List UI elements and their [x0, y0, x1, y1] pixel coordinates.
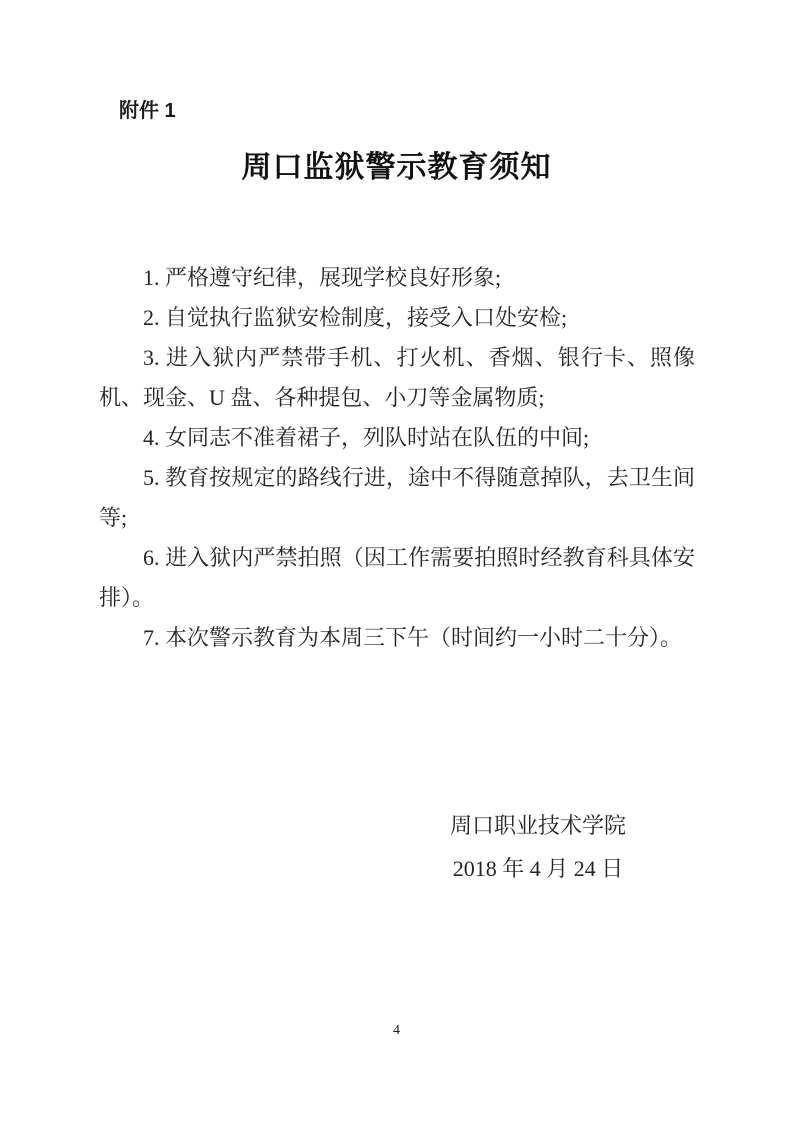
signature-block: [380, 804, 696, 890]
page-number: 4: [393, 1023, 400, 1038]
notice-item-1: 1. 严格遵守纪律，展现学校良好形象;: [143, 265, 502, 290]
page-title: 周口监狱警示教育须知: [241, 151, 552, 184]
notice-item-2: 2. 自觉执行监狱安检制度，接受入口处安检;: [143, 305, 568, 330]
notice-item-7: 7. 本次警示教育为本周三下午（时间约一小时二十分）。: [143, 625, 683, 650]
notice-item-4: 4. 女同志不准着裙子，列队时站在队伍的中间;: [143, 425, 590, 450]
notice-body: [99, 258, 695, 658]
signature-date: 2018 年 4 月 24 日: [452, 856, 624, 881]
notice-item-6: 6. 进入狱内严禁拍照（因工作需要拍照时经教育科具体安排）。: [99, 545, 695, 610]
notice-item-3: 3. 进入狱内严禁带手机、打火机、香烟、银行卡、照像机、现金、U 盘、各种提包、小刀等金属物质;: [99, 345, 695, 410]
notice-item-5: 5. 教育按规定的路线行进，途中不得随意掉队，去卫生间等;: [99, 465, 695, 530]
signature-organization: 周口职业技术学院: [449, 813, 626, 838]
attachment-label: 附件 1: [119, 100, 176, 122]
